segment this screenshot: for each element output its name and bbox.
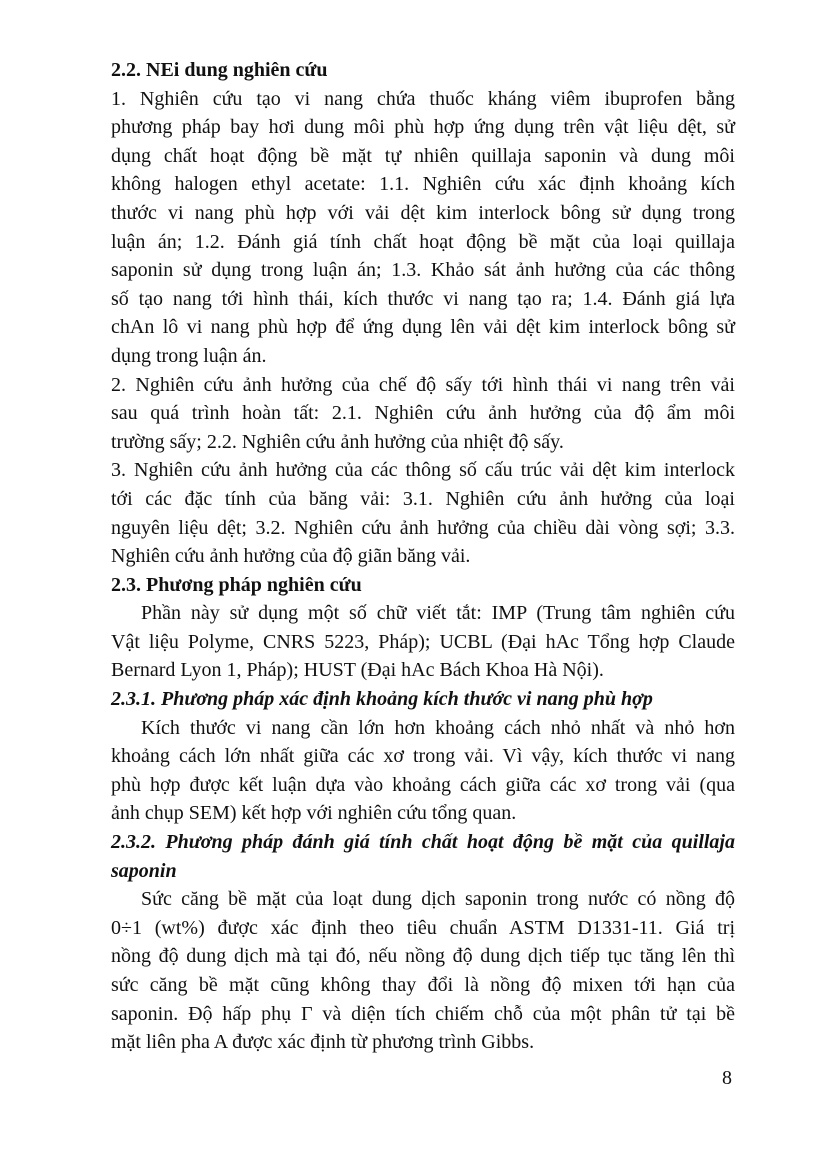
text-line: mặt liên pha A được xác định từ phương trình Gibbs. bbox=[111, 1031, 535, 1054]
text-line: 3. Nghiên cứu ảnh hưởng của các thông số cấu trúc vải dệt kim interlock bbox=[111, 459, 735, 482]
paragraph-task-2 bbox=[111, 371, 735, 457]
text-line: thước vi nang phù hợp với vải dệt kim interlock bông sử dụng trong bbox=[111, 201, 735, 224]
subsection-heading-2-3-2 bbox=[111, 828, 735, 885]
text-line: khoảng cách lớn nhất giữa các xơ trong vải. Vì vậy, kích thước vi nang bbox=[111, 745, 735, 768]
text-line: sức căng bề mặt cũng không thay đổi là nồng độ mixen tới hạn của bbox=[111, 974, 735, 996]
text-line: saponin sử dụng trong luận án; 1.3. Khảo sát ảnh hưởng của các thông bbox=[111, 259, 735, 282]
text-line: số tạo nang tới hình thái, kích thước vi nang tạo ra; 1.4. Đánh giá lựa bbox=[111, 287, 735, 310]
text-line: Sức căng bề mặt của loạt dung dịch saponin trong nước có nồng độ bbox=[141, 888, 735, 911]
text-line: luận án; 1.2. Đánh giá tính chất hoạt động bề mặt của loại quillaja bbox=[111, 230, 735, 253]
text-line: Nghiên cứu ảnh hưởng của độ giãn băng vải. bbox=[111, 545, 471, 568]
text-line: 1. Nghiên cứu tạo vi nang chứa thuốc kháng viêm ibuprofen bằng bbox=[111, 87, 735, 110]
heading-line: saponin bbox=[111, 859, 177, 882]
text-line: Kích thước vi nang cần lớn hơn khoảng cách nhỏ nhất và nhỏ hơn bbox=[141, 716, 735, 739]
paragraph-task-3 bbox=[111, 456, 735, 570]
paragraph-abbreviations bbox=[111, 599, 735, 685]
text-line: phương pháp bay hơi dung môi phù hợp ứng dụng trên vật liệu dệt, sử bbox=[111, 116, 735, 139]
text-line: 2. Nghiên cứu ảnh hưởng của chế độ sấy tới hình thái vi nang trên vải bbox=[111, 373, 735, 396]
text-line: nguyên liệu dệt; 3.2. Nghiên cứu ảnh hưởng của chiều dài vòng sợi; 3.3. bbox=[111, 516, 735, 539]
paragraph-task-1 bbox=[111, 85, 735, 371]
text-line: Phần này sử dụng một số chữ viết tắt: IMP (Trung tâm nghiên cứu bbox=[141, 602, 735, 625]
text-line: Bernard Lyon 1, Pháp); HUST (Đại hAc Bách Khoa Hà Nội). bbox=[111, 659, 604, 682]
page-number: 8 bbox=[722, 1067, 732, 1089]
paragraph-surface-tension bbox=[111, 885, 735, 1057]
subsection-heading-2-3-1: 2.3.1. Phương pháp xác định khoảng kích thước vi nang phù hợp bbox=[111, 688, 653, 711]
text-line: Vật liệu Polyme, CNRS 5223, Pháp); UCBL (Đại hAc Tổng hợp Claude bbox=[111, 630, 735, 653]
text-line: sau quá trình hoàn tất: 2.1. Nghiên cứu ảnh hưởng của độ ẩm môi bbox=[111, 402, 735, 425]
text-line: nồng độ dung dịch mà tại đó, nếu nồng độ dung dịch tiếp tục tăng lên thì bbox=[111, 945, 735, 968]
paragraph-capsule-size bbox=[111, 714, 735, 828]
text-line: phù hợp được kết luận dựa vào khoảng cách giữa các xơ trong vải (qua bbox=[111, 773, 735, 796]
text-line: ảnh chụp SEM) kết hợp với nghiên cứu tổng quan. bbox=[111, 802, 517, 825]
heading-line: 2.3.2. Phương pháp đánh giá tính chất hoạt động bề mặt của quillaja bbox=[111, 831, 735, 854]
text-line: trường sấy; 2.2. Nghiên cứu ảnh hưởng của nhiệt độ sấy. bbox=[111, 430, 564, 453]
section-heading-2-3: 2.3. Phương pháp nghiên cứu bbox=[111, 573, 362, 596]
section-heading-2-2: 2.2. NEi dung nghiên cứu bbox=[111, 59, 328, 81]
document-page bbox=[111, 56, 735, 1057]
text-line: saponin. Độ hấp phụ Γ và diện tích chiếm chỗ của một phân tử tại bề bbox=[111, 1002, 735, 1025]
text-line: chAn lô vi nang phù hợp để ứng dụng lên vải dệt kim interlock bông sử bbox=[111, 316, 735, 339]
text-line: 0÷1 (wt%) được xác định theo tiêu chuẩn ASTM D1331-11. Giá trị bbox=[111, 916, 735, 939]
text-line: dụng chất hoạt động bề mặt tự nhiên quillaja saponin và dung môi bbox=[111, 144, 735, 167]
text-line: tới các đặc tính của băng vải: 3.1. Nghiên cứu ảnh hưởng của loại bbox=[111, 487, 735, 510]
text-line: không halogen ethyl acetate: 1.1. Nghiên cứu xác định khoảng kích bbox=[111, 173, 735, 196]
text-line: dụng trong luận án. bbox=[111, 344, 267, 367]
